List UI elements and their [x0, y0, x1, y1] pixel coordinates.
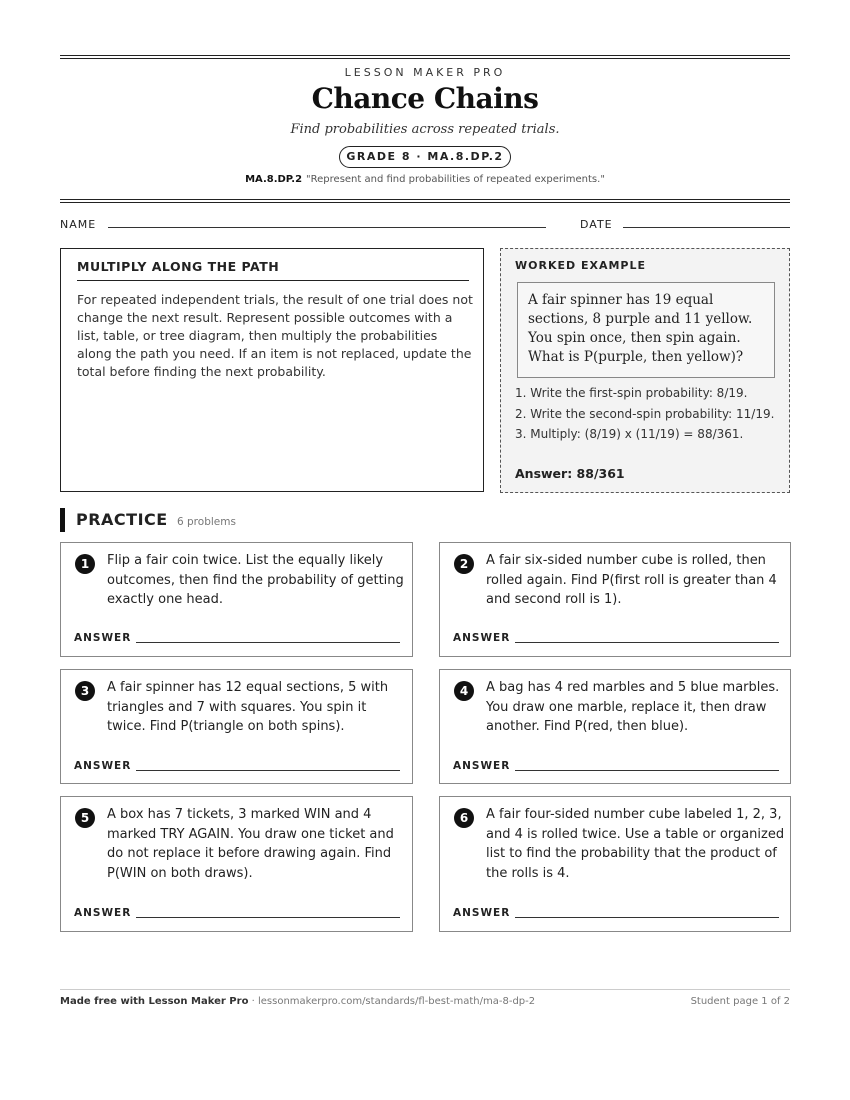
problem-card-4 [439, 669, 791, 784]
concept-box [60, 248, 484, 492]
answer-field[interactable] [136, 770, 400, 771]
worked-example-label: WORKED EXAMPLE [515, 259, 646, 272]
problem-text: A fair spinner has 12 equal sections, 5 with triangles and 7 with squares. You spin it twice. Find P(triangle on both spins). [107, 680, 389, 734]
footer-made-with: Made free with Lesson Maker Pro [60, 996, 249, 1007]
problem-card-2 [439, 542, 791, 657]
problem-number: 1 [75, 554, 95, 574]
worked-example-box [500, 248, 790, 493]
answer-field[interactable] [136, 917, 400, 918]
answer-field[interactable] [136, 642, 400, 643]
name-label: NAME [60, 218, 97, 231]
worked-step: 2. Write the second-spin probability: 11/19. [515, 406, 775, 421]
problem-number: 3 [75, 681, 95, 701]
practice-title: PRACTICE [76, 510, 168, 529]
header-rule-bottom [60, 199, 790, 200]
standard-line [0, 174, 850, 185]
answer-field[interactable] [515, 917, 779, 918]
footer-page-number: Student page 1 of 2 [690, 996, 790, 1007]
footer-credit [60, 996, 535, 1007]
concept-body: For repeated independent trials, the result of one trial does not change the next result. Represent possible outcomes with a list, table, or tree diagram, then multiply the probabilities along the path you need. If an item is not replaced, update the total before finding the next probability. [77, 292, 473, 379]
answer-label: ANSWER [453, 632, 511, 644]
answer-label: ANSWER [74, 760, 132, 772]
header-rule-bottom-double [60, 202, 790, 203]
answer-field[interactable] [515, 770, 779, 771]
problem-text: A box has 7 tickets, 3 marked WIN and 4 marked TRY AGAIN. You draw one ticket and do not replace it before drawing again. Find P(WIN on both draws). [107, 807, 394, 881]
practice-count: 6 problems [177, 516, 236, 528]
problem-text: A fair six-sided number cube is rolled, then rolled again. Find P(first roll is greater than 4 and second roll is 1). [486, 553, 777, 607]
problem-card-3 [60, 669, 413, 784]
concept-title: MULTIPLY ALONG THE PATH [77, 259, 469, 281]
standard-text: "Represent and find probabilities of repeated experiments." [306, 174, 605, 185]
problem-text: A fair four-sided number cube labeled 1, 2, 3, and 4 is rolled twice. Use a table or organized list to find the probability that the product of the rolls is 4. [486, 807, 785, 881]
footer-url[interactable]: · lessonmakerpro.com/standards/fl-best-math/ma-8-dp-2 [248, 996, 536, 1007]
problem-number: 4 [454, 681, 474, 701]
problem-number: 6 [454, 808, 474, 828]
problem-card-5 [60, 796, 413, 932]
grade-badge: GRADE 8 · MA.8.DP.2 [339, 146, 511, 168]
header-rule-top-double [60, 58, 790, 59]
answer-label: ANSWER [453, 907, 511, 919]
worked-step: 3. Multiply: (8/19) x (11/19) = 88/361. [515, 427, 744, 441]
answer-field[interactable] [515, 642, 779, 643]
answer-label: ANSWER [74, 907, 132, 919]
name-field[interactable] [108, 227, 546, 228]
worked-example-answer: Answer: 88/361 [515, 466, 625, 481]
worked-example-steps [515, 385, 779, 447]
answer-label: ANSWER [74, 632, 132, 644]
brand-name: LESSON MAKER PRO [344, 66, 506, 79]
page-subtitle: Find probabilities across repeated trials. [290, 122, 560, 137]
header-rule-top [60, 55, 790, 56]
date-label: DATE [580, 218, 613, 231]
standard-code: MA.8.DP.2 [245, 174, 303, 185]
problem-card-6 [439, 796, 791, 932]
problem-text: A bag has 4 red marbles and 5 blue marbles. You draw one marble, replace it, then draw another. Find P(red, then blue). [486, 680, 780, 734]
footer-rule [60, 989, 790, 990]
worked-example-problem: A fair spinner has 19 equal sections, 8 purple and 11 yellow. You spin once, then spin again. What is P(purple, then yellow)? [517, 282, 775, 378]
date-field[interactable] [623, 227, 790, 228]
problem-text: Flip a fair coin twice. List the equally likely outcomes, then find the probability of getting exactly one head. [107, 553, 404, 607]
page-title: Chance Chains [311, 82, 539, 115]
practice-accent-bar [60, 508, 65, 532]
worked-step: 1. Write the first-spin probability: 8/19. [515, 386, 748, 400]
problem-number: 5 [75, 808, 95, 828]
problem-number: 2 [454, 554, 474, 574]
problem-card-1 [60, 542, 413, 657]
answer-label: ANSWER [453, 760, 511, 772]
